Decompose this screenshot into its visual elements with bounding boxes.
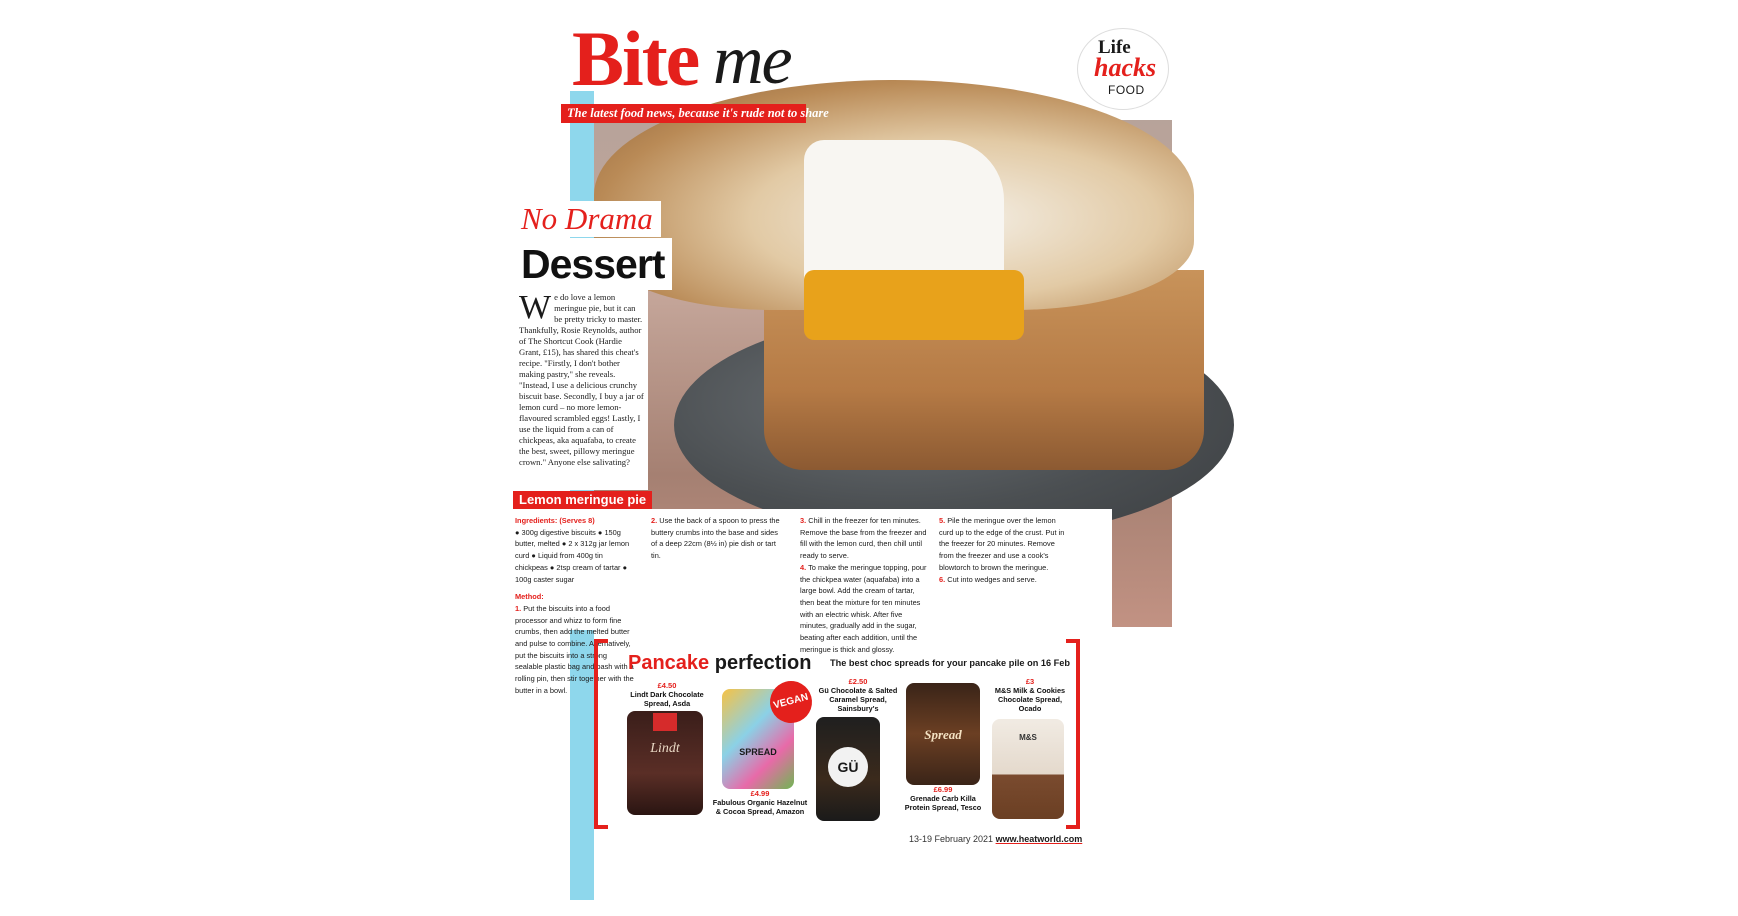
life-hacks-badge	[1077, 28, 1169, 110]
recipe-title: Lemon meringue pie	[513, 491, 652, 509]
product-fabulous: £4.99 Fabulous Organic Hazelnut & Cocoa Spread, Amazon	[712, 789, 808, 816]
pancake-title: Pancake perfection	[628, 652, 812, 674]
ingredients-text: ● 300g digestive biscuits ● 150g butter, melted ● 2 x 312g jar lemon curd ● Liquid from 400g tin chickpeas ● 2tsp cream of tartar ● 100g caster sugar	[515, 527, 630, 584]
meringue-cut-face	[804, 140, 1004, 290]
recipe-column-2: 2. Use the back of a spoon to press the buttery crumbs into the base and sides of a deep 22cm (8½ in) pie dish or tart tin.	[651, 516, 780, 561]
recipe-column-4: 5. Pile the meringue over the lemon curd up to the edge of the crust. Put in the freezer for 20 minutes. Remove from the freezer and use a cook's blowtorch to brown the meringue. 6. Cut into wedges and serve.	[939, 516, 1065, 584]
product-gu: £2.50 Gü Chocolate & Salted Caramel Spread, Sainsbury's	[818, 677, 898, 713]
method-step-4: To make the meringue topping, pour the chickpea water (aquafaba) into a large bowl. Add the cream of tartar, then beat the mixture for ten minutes with an electric whisk. After five minutes, gradually add in the sugar, beating after each addition, until the meringue is thick and glossy.	[800, 562, 927, 654]
article-intro	[513, 290, 648, 490]
method-step-5: Pile the meringue over the lemon curd up to the edge of the crust. Put in the freezer for 20 minutes. Remove from the freezer and use a cook's blowtorch to brown the meringue.	[939, 516, 1065, 572]
ms-jar: M&S	[992, 719, 1064, 819]
product-ms: £3 M&S Milk & Cookies Chocolate Spread, Ocado	[994, 677, 1066, 713]
article-headline: Dessert	[513, 238, 672, 290]
method-step-2: Use the back of a spoon to press the buttery crumbs into the base and sides of a deep 22cm (8½ in) pie dish or tart tin.	[651, 516, 780, 561]
ingredients-label: Ingredients: (Serves 8)	[515, 516, 595, 525]
article-kicker: No Drama	[513, 201, 661, 237]
method-label: Method:	[515, 592, 544, 602]
method-step-1: Put the biscuits into a food processor and whizz to form fine crumbs, then add the melted butter and pulse to combine. Alternatively, put the biscuits into a strong sealable plastic bag and bash with a rolling pin, then stir together with the butter in a bowl.	[515, 603, 634, 695]
left-bracket	[594, 639, 608, 829]
method-step-3: Chill in the freezer for ten minutes. Remove the base from the freezer and fill with the lemon curd, then chill until ready to serve.	[800, 516, 927, 561]
pancake-perfection-box	[594, 639, 1080, 829]
masthead-bite: Bite	[572, 15, 699, 102]
footer-date: 13-19 February 2021	[909, 834, 994, 844]
product-lindt: £4.50 Lindt Dark Chocolate Spread, Asda	[630, 681, 704, 708]
pancake-subtitle: The best choc spreads for your pancake pile on 16 Feb	[830, 658, 1070, 668]
recipe-column-1: Ingredients: (Serves 8) ● 300g digestive biscuits ● 150g butter, melted ● 2 x 312g jar lemon curd ● Liquid from 400g tin chickpeas ● 2tsp cream of tartar ● 100g caster sugar Method: 1. Put the biscuits into a food processor and whizz to form fine crumbs, then add the melted butter and pulse to combine. Alternatively, put the biscuits into a strong sealable plastic bag and bash with a rolling pin, then stir together with the butter in a bowl.	[515, 516, 634, 695]
vegan-badge: VEGAN	[765, 676, 816, 727]
grenade-jar: Spread	[906, 683, 980, 785]
intro-text: e do love a lemon meringue pie, but it can be pretty tricky to master. Thankfully, Rosie Reynolds, author of The Shortcut Cook (Hardie Grant, £15), has shared this cheat's recipe. "Firstly, I don't bother making pastry," she reveals. "Instead, I use a delicious crunchy biscuit base. Secondly, I buy a jar of lemon curd – no more lemon-flavoured scrambled eggs! Lastly, I use the liquid from a can of chickpeas, aka aquafaba, to create the best, sweet, pillowy meringue crown." Anyone else salivating?	[519, 292, 644, 467]
gu-jar: GÜ	[816, 717, 880, 821]
footer-url[interactable]: www.heatworld.com	[995, 834, 1083, 844]
page-footer	[909, 834, 1082, 844]
product-grenade: £6.99 Grenade Carb Killa Protein Spread, Tesco	[904, 785, 982, 812]
badge-life: Life	[1098, 37, 1131, 58]
fabulous-jar: SPREAD	[722, 689, 794, 789]
masthead-me: me	[713, 22, 791, 99]
lemon-curd-layer	[804, 270, 1024, 340]
lindt-jar: Lindt	[627, 711, 703, 815]
drop-cap: W	[519, 289, 552, 326]
method-step-6: Cut into wedges and serve.	[947, 574, 1037, 584]
masthead-tagline: The latest food news, because it's rude not to share	[561, 104, 806, 123]
badge-food: FOOD	[1108, 83, 1145, 97]
magazine-page	[515, 15, 1212, 912]
badge-hacks: hacks	[1094, 53, 1157, 82]
recipe-column-3: 3. Chill in the freezer for ten minutes. Remove the base from the freezer and fill with the lemon curd, then chill until ready to serve. 4. To make the meringue topping, pour the chickpea water (aquafaba) into a large bowl. Add the cream of tartar, then beat the mixture for ten minutes with an electric whisk. After five minutes, gradually add in the sugar, beating after each addition, until the meringue is thick and glossy.	[800, 516, 927, 654]
